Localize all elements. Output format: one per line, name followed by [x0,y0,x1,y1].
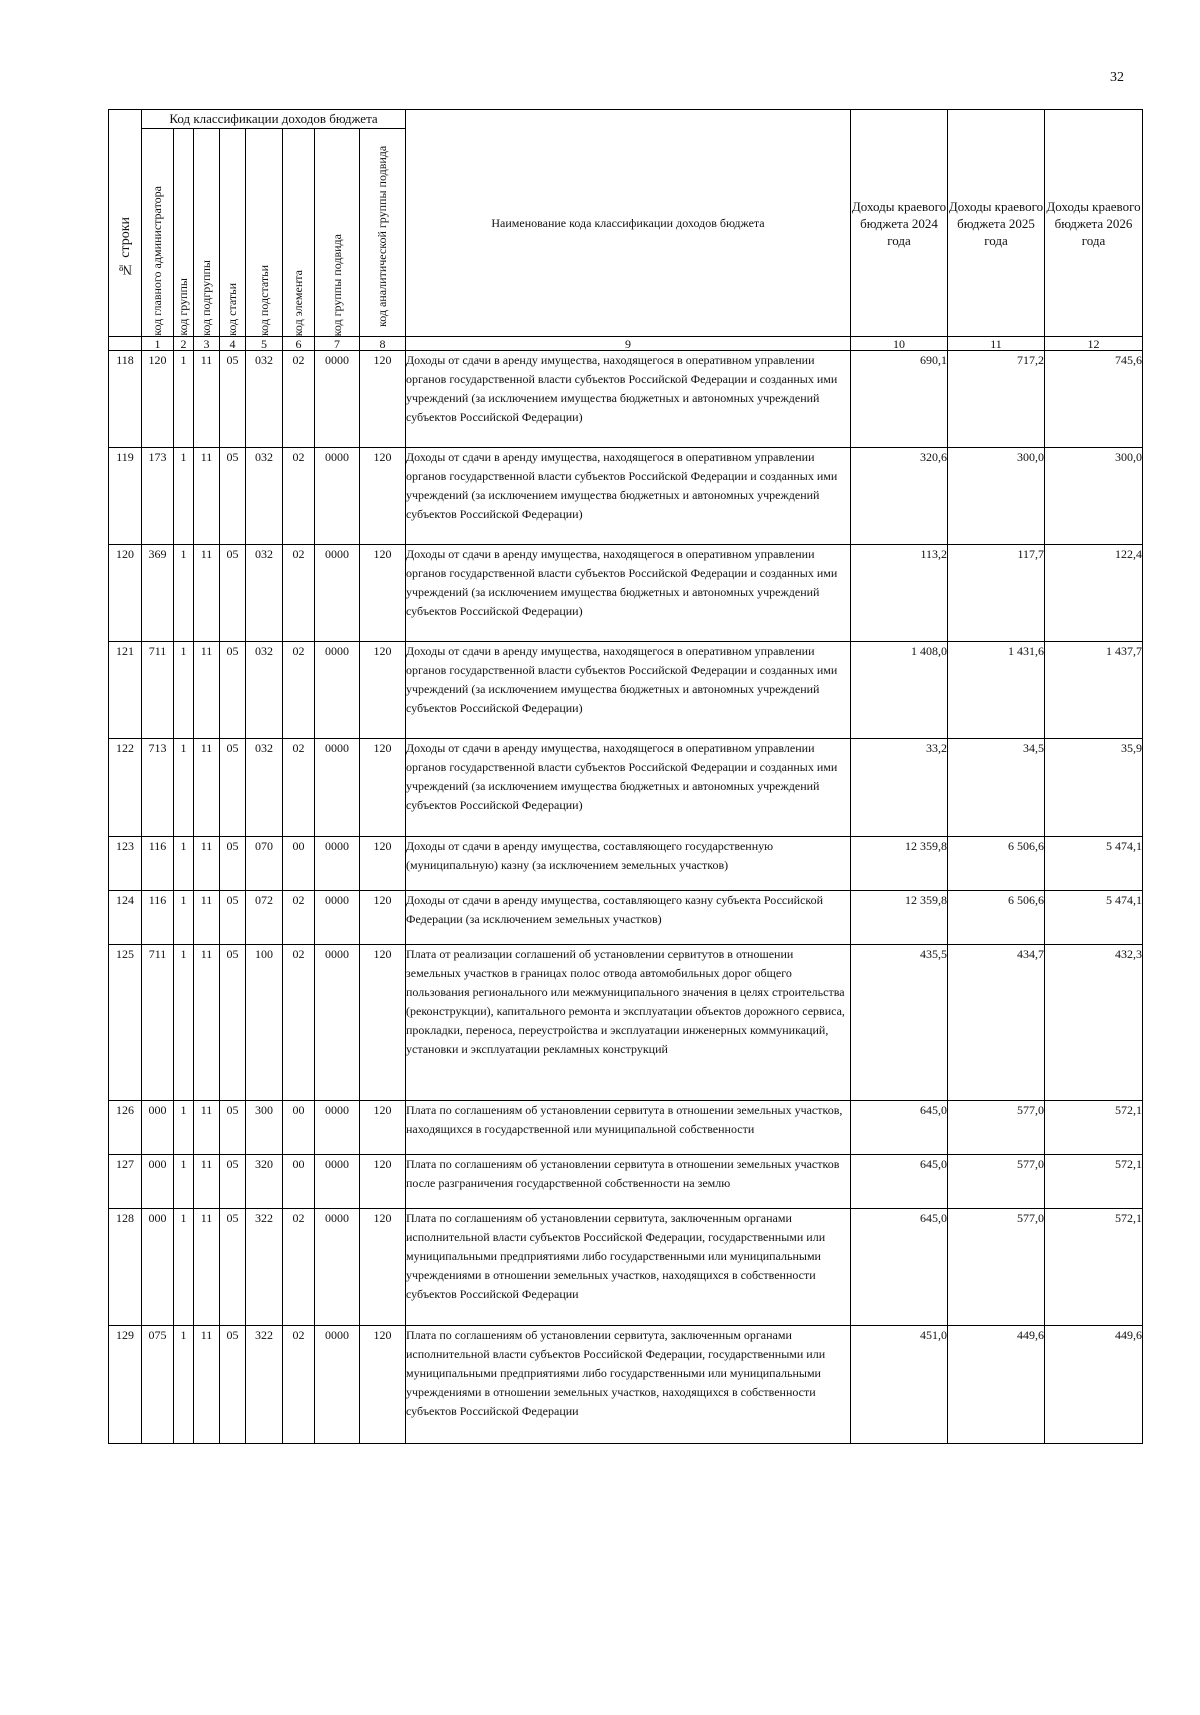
row-number: 127 [109,1155,142,1209]
group-code: 1 [174,945,194,1101]
value-2025: 577,0 [948,1209,1045,1326]
value-2025: 6 506,6 [948,891,1045,945]
row-name: Доходы от сдачи в аренду имущества, составляющего казну субъекта Российской Федерации (за исключением земельных участков) [406,891,851,945]
column-number: 1 [142,337,174,351]
subtype-group-code-header: код группы подвида [315,129,360,337]
row-name: Плата по соглашениям об установлении сервитута, заключенным органами исполнительной власти субъектов Российской Федерации, государственными или муниципальными предприятиями либо государственными или муниципальными учреждениями в отношении земельных участков, находящихся в собственности субъектов Российской Федерации [406,1326,851,1444]
row-name: Доходы от сдачи в аренду имущества, находящегося в оперативном управлении органов государственной власти субъектов Российской Федерации и созданных ими учреждений (за исключением имущества бюджетных и автономных учреждений субъектов Российской Федерации) [406,739,851,837]
article-code: 05 [220,837,246,891]
admin-code: 075 [142,1326,174,1444]
table-row [109,642,1143,739]
subarticle-code-header: код подстатьи [246,129,283,337]
article-code: 05 [220,739,246,837]
page-number: 32 [1110,70,1124,85]
article-code: 05 [220,1101,246,1155]
value-2024: 33,2 [851,739,948,837]
subgroup-code: 11 [194,351,220,448]
value-2024: 113,2 [851,545,948,642]
table-header [109,110,1143,351]
value-2026: 300,0 [1045,448,1143,545]
subarticle-code: 032 [246,642,283,739]
subtype-code: 0000 [315,1209,360,1326]
subarticle-code: 032 [246,448,283,545]
element-code: 00 [283,1101,315,1155]
analytic-code: 120 [360,642,406,739]
subarticle-code: 300 [246,1101,283,1155]
subgroup-code: 11 [194,891,220,945]
row-number: 126 [109,1101,142,1155]
group-code: 1 [174,891,194,945]
value-2024: 1 408,0 [851,642,948,739]
element-code: 02 [283,351,315,448]
analytic-code: 120 [360,837,406,891]
column-number: 3 [194,337,220,351]
element-code-header: код элемента [283,129,315,337]
subarticle-code: 322 [246,1209,283,1326]
table-row [109,739,1143,837]
subgroup-code: 11 [194,1155,220,1209]
subtype-code: 0000 [315,545,360,642]
admin-code: 000 [142,1209,174,1326]
row-name: Доходы от сдачи в аренду имущества, находящегося в оперативном управлении органов государственной власти субъектов Российской Федерации и созданных ими учреждений (за исключением имущества бюджетных и автономных учреждений субъектов Российской Федерации) [406,351,851,448]
value-2025: 577,0 [948,1101,1045,1155]
year-2026-header: Доходы краевого бюджета 2026 года [1045,110,1143,337]
element-code: 02 [283,739,315,837]
value-2025: 34,5 [948,739,1045,837]
column-number: 7 [315,337,360,351]
group-code: 1 [174,545,194,642]
subarticle-code: 032 [246,739,283,837]
value-2024: 645,0 [851,1209,948,1326]
column-number: 4 [220,337,246,351]
group-code: 1 [174,739,194,837]
element-code: 00 [283,837,315,891]
subtype-code: 0000 [315,1326,360,1444]
article-code: 05 [220,545,246,642]
row-number: 120 [109,545,142,642]
subarticle-code: 032 [246,351,283,448]
analytic-code: 120 [360,545,406,642]
subarticle-code: 320 [246,1155,283,1209]
subarticle-code: 032 [246,545,283,642]
analytic-code: 120 [360,1101,406,1155]
subgroup-code: 11 [194,1209,220,1326]
table-row [109,448,1143,545]
column-number: 8 [360,337,406,351]
row-number: 123 [109,837,142,891]
analytic-group-code-header: код аналитической группы подвида [360,129,406,337]
table-row [109,945,1143,1101]
column-number: 6 [283,337,315,351]
subgroup-code: 11 [194,945,220,1101]
table-row [109,351,1143,448]
subtype-code: 0000 [315,1101,360,1155]
row-number-header: № строки [109,110,142,337]
analytic-code: 120 [360,448,406,545]
table-body [109,351,1143,1444]
admin-code: 000 [142,1155,174,1209]
element-code: 02 [283,1326,315,1444]
value-2025: 577,0 [948,1155,1045,1209]
article-code: 05 [220,1155,246,1209]
subgroup-code: 11 [194,448,220,545]
table-row [109,545,1143,642]
value-2025: 117,7 [948,545,1045,642]
subgroup-code-header: код подгруппы [194,129,220,337]
revenue-table [108,109,1143,1444]
row-number: 121 [109,642,142,739]
value-2024: 645,0 [851,1101,948,1155]
subarticle-code: 070 [246,837,283,891]
value-2026: 122,4 [1045,545,1143,642]
value-2024: 320,6 [851,448,948,545]
subgroup-code: 11 [194,837,220,891]
value-2026: 572,1 [1045,1155,1143,1209]
subtype-code: 0000 [315,351,360,448]
value-2026: 1 437,7 [1045,642,1143,739]
row-name: Доходы от сдачи в аренду имущества, составляющего государственную (муниципальную) казну (за исключением земельных участков) [406,837,851,891]
group-code: 1 [174,1155,194,1209]
subgroup-code: 11 [194,1101,220,1155]
article-code-header: код статьи [220,129,246,337]
group-code: 1 [174,1101,194,1155]
article-code: 05 [220,945,246,1101]
year-2024-header: Доходы краевого бюджета 2024 года [851,110,948,337]
article-code: 05 [220,448,246,545]
admin-code: 369 [142,545,174,642]
group-code: 1 [174,1326,194,1444]
year-2025-header: Доходы краевого бюджета 2025 года [948,110,1045,337]
value-2026: 745,6 [1045,351,1143,448]
table-row [109,1209,1143,1326]
group-code: 1 [174,837,194,891]
table-row [109,837,1143,891]
value-2025: 1 431,6 [948,642,1045,739]
analytic-code: 120 [360,1209,406,1326]
column-number: 2 [174,337,194,351]
table-row [109,891,1143,945]
admin-code: 116 [142,891,174,945]
analytic-code: 120 [360,739,406,837]
row-number: 125 [109,945,142,1101]
value-2024: 435,5 [851,945,948,1101]
row-name: Плата по соглашениям об установлении сервитута, заключенным органами исполнительной власти субъектов Российской Федерации, государственными или муниципальными предприятиями либо государственными или муниципальными учреждениями в отношении земельных участков, находящихся в собственности субъектов Российской Федерации [406,1209,851,1326]
subgroup-code: 11 [194,739,220,837]
article-code: 05 [220,1209,246,1326]
admin-code: 711 [142,945,174,1101]
subtype-code: 0000 [315,739,360,837]
article-code: 05 [220,642,246,739]
row-number: 129 [109,1326,142,1444]
analytic-code: 120 [360,351,406,448]
admin-code: 120 [142,351,174,448]
subgroup-code: 11 [194,545,220,642]
value-2025: 6 506,6 [948,837,1045,891]
element-code: 02 [283,545,315,642]
value-2024: 645,0 [851,1155,948,1209]
admin-code: 000 [142,1101,174,1155]
subtype-code: 0000 [315,837,360,891]
article-code: 05 [220,891,246,945]
value-2024: 12 359,8 [851,891,948,945]
value-2025: 449,6 [948,1326,1045,1444]
element-code: 02 [283,891,315,945]
group-code: 1 [174,448,194,545]
column-number: 10 [851,337,948,351]
subtype-code: 0000 [315,448,360,545]
value-2026: 572,1 [1045,1209,1143,1326]
column-number: 12 [1045,337,1143,351]
row-number: 128 [109,1209,142,1326]
column-number: 5 [246,337,283,351]
value-2025: 434,7 [948,945,1045,1101]
table-row [109,1101,1143,1155]
table-row [109,1155,1143,1209]
name-column-header: Наименование кода классификации доходов бюджета [406,110,851,337]
row-number: 122 [109,739,142,837]
row-number: 119 [109,448,142,545]
row-name: Доходы от сдачи в аренду имущества, находящегося в оперативном управлении органов государственной власти субъектов Российской Федерации и созданных ими учреждений (за исключением имущества бюджетных и автономных учреждений субъектов Российской Федерации) [406,642,851,739]
subtype-code: 0000 [315,1155,360,1209]
analytic-code: 120 [360,891,406,945]
column-number: 9 [406,337,851,351]
value-2026: 5 474,1 [1045,837,1143,891]
article-code: 05 [220,1326,246,1444]
row-number: 124 [109,891,142,945]
admin-code: 173 [142,448,174,545]
value-2024: 12 359,8 [851,837,948,891]
group-code-header: код группы [174,129,194,337]
column-number: 11 [948,337,1045,351]
admin-code: 711 [142,642,174,739]
group-code: 1 [174,1209,194,1326]
value-2025: 300,0 [948,448,1045,545]
element-code: 02 [283,642,315,739]
element-code: 02 [283,1209,315,1326]
value-2025: 717,2 [948,351,1045,448]
element-code: 00 [283,1155,315,1209]
row-name: Доходы от сдачи в аренду имущества, находящегося в оперативном управлении органов государственной власти субъектов Российской Федерации и созданных ими учреждений (за исключением имущества бюджетных и автономных учреждений субъектов Российской Федерации) [406,545,851,642]
value-2026: 5 474,1 [1045,891,1143,945]
analytic-code: 120 [360,1155,406,1209]
column-numbers-row [109,337,1143,351]
analytic-code: 120 [360,945,406,1101]
subtype-code: 0000 [315,642,360,739]
value-2024: 690,1 [851,351,948,448]
value-2026: 572,1 [1045,1101,1143,1155]
row-number: 118 [109,351,142,448]
subtype-code: 0000 [315,945,360,1101]
row-name: Плата по соглашениям об установлении сервитута в отношении земельных участков, находящихся в государственной или муниципальной собственности [406,1101,851,1155]
value-2026: 35,9 [1045,739,1143,837]
group-code: 1 [174,642,194,739]
element-code: 02 [283,448,315,545]
value-2024: 451,0 [851,1326,948,1444]
subgroup-code: 11 [194,1326,220,1444]
admin-code-header: код главного администратора [142,129,174,337]
value-2026: 449,6 [1045,1326,1143,1444]
group-code: 1 [174,351,194,448]
element-code: 02 [283,945,315,1101]
table-row [109,1326,1143,1444]
value-2026: 432,3 [1045,945,1143,1101]
classification-code-header: Код классификации доходов бюджета [142,110,406,129]
row-name: Плата по соглашениям об установлении сервитута в отношении земельных участков после разграничения государственной собственности на землю [406,1155,851,1209]
subarticle-code: 072 [246,891,283,945]
subtype-code: 0000 [315,891,360,945]
subarticle-code: 322 [246,1326,283,1444]
admin-code: 116 [142,837,174,891]
row-name: Доходы от сдачи в аренду имущества, находящегося в оперативном управлении органов государственной власти субъектов Российской Федерации и созданных ими учреждений (за исключением имущества бюджетных и автономных учреждений субъектов Российской Федерации) [406,448,851,545]
row-name: Плата от реализации соглашений об установлении сервитутов в отношении земельных участков в границах полос отвода автомобильных дорог общего пользования регионального или межмуниципального значения в целях строительства (реконструкции), капитального ремонта и эксплуатации объектов дорожного сервиса, прокладки, переноса, переустройства и эксплуатации инженерных коммуникаций, установки и эксплуатации рекламных конструкций [406,945,851,1101]
article-code: 05 [220,351,246,448]
subgroup-code: 11 [194,642,220,739]
admin-code: 713 [142,739,174,837]
analytic-code: 120 [360,1326,406,1444]
subarticle-code: 100 [246,945,283,1101]
